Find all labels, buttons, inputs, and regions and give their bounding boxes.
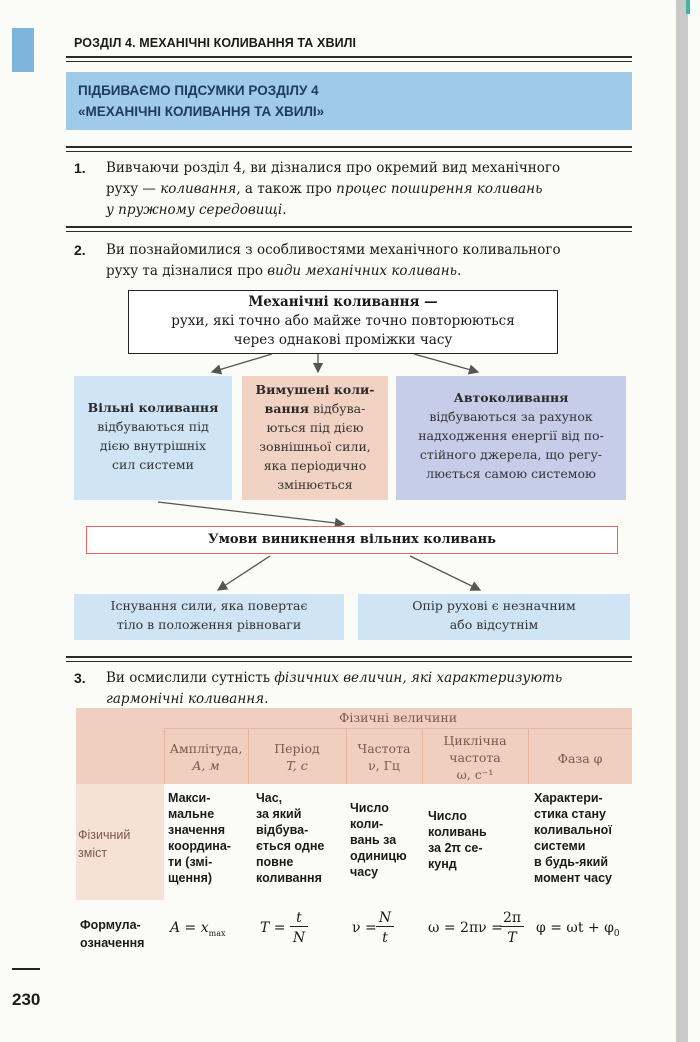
s3-l1-em: фізичних величин, які характеризують [274, 670, 563, 686]
free-oscillations-box [74, 376, 232, 500]
section1-line1: Вивчаючи розділ 4, ви дізналися про окремий вид механічного [106, 160, 561, 176]
col-h3-l1: Циклічна [443, 733, 507, 748]
m1-2: відбува- [256, 823, 309, 837]
page-number: 230 [12, 990, 41, 1009]
section3-line1 [106, 668, 636, 689]
col-header-cyclic-frequency [422, 732, 528, 783]
col-h0-l1: Амплітуда, [169, 741, 243, 756]
m1-0: Час, [256, 791, 283, 805]
definition-title: Механічні коливання — [248, 294, 438, 310]
forced-l3: зовнішньої сили, [259, 439, 371, 454]
row-label-formula [80, 916, 144, 952]
m4-5: момент часу [534, 871, 613, 885]
definition-line2: рухи, які точно або майже точно повторюються [171, 313, 515, 329]
summary-title-line1: ПІДБИВАЄМО ПІДСУМКИ РОЗДІЛУ 4 [78, 83, 319, 98]
m3-0: Число [428, 809, 467, 823]
forced-title1: Вимушені коли- [255, 382, 375, 397]
row-label-meaning [78, 826, 162, 862]
arrow-free-to-conditions [158, 502, 344, 524]
meaning-frequency [350, 800, 422, 880]
m2-3: одиницю [350, 849, 407, 863]
section3-number: 3. [74, 670, 86, 686]
m0-2: значення [168, 823, 226, 837]
m0-0: Макси- [168, 791, 211, 805]
row1-label-l1: Фізичний [78, 828, 131, 842]
row2-label-l1: Формула- [80, 918, 141, 932]
col-h4-l1: Фаза φ [557, 751, 603, 766]
col-header-frequency [346, 740, 422, 774]
auto-l2: надходження енергії від по- [418, 428, 604, 443]
auto-oscillations-box [396, 376, 626, 500]
col-header-period [248, 740, 346, 774]
col-header-amplitude [164, 740, 248, 774]
m1-4: повне [256, 855, 294, 869]
f-phase-sub: 0 [613, 928, 620, 939]
f-amp: A = x [170, 920, 209, 936]
m1-5: коливання [256, 871, 322, 885]
cond1-l2: тіло в положення рівноваги [116, 617, 302, 632]
cond2-l2: або відсутнім [449, 617, 539, 632]
f-phase: φ = ωt + φ [536, 920, 614, 936]
free-l3: сил системи [112, 457, 194, 472]
formula-amplitude [170, 920, 226, 938]
conditions-box: Умови виникнення вільних коливань [86, 526, 618, 554]
arrow-to-cond2 [410, 556, 480, 590]
col-h2-l1: Частота [357, 741, 411, 756]
free-l1: відбуваються під [97, 419, 209, 434]
meaning-phase [534, 790, 632, 886]
arrow-to-cond1 [218, 556, 270, 590]
formula-omega-num: 2π [500, 910, 524, 927]
m1-3: ється одне [256, 839, 325, 853]
auto-l3: стійного джерела, що регу- [419, 447, 603, 462]
chapter-title: РОЗДІЛ 4. МЕХАНІЧНІ КОЛИВАННЯ ТА ХВИЛІ [74, 36, 357, 50]
s3-l2-em: гармонічні коливання [106, 691, 265, 707]
s1-l2-em1: коливання [160, 181, 237, 197]
auto-l4: люється самою системою [426, 466, 596, 481]
s1-l2-start: руху — [106, 181, 161, 197]
formula-omega-lhs: ω = 2πν = [428, 920, 503, 936]
row2-label-l2: означення [80, 936, 145, 950]
forced-oscillations-box [242, 376, 388, 500]
row1-label-l2: зміст [78, 846, 108, 860]
m3-2: за 2π се- [428, 841, 483, 855]
auto-l1: відбуваються за рахунок [429, 409, 593, 424]
table-header-divider [164, 728, 632, 729]
m2-4: часу [350, 865, 379, 879]
col-header-phase [528, 750, 632, 767]
meaning-cyclic-frequency [428, 808, 528, 872]
s1-l3-end: . [282, 202, 287, 218]
forced-title2: вання [264, 401, 309, 416]
forced-l5: змінюється [277, 477, 353, 492]
s1-l2-em2: процес поширення коливань [336, 181, 543, 197]
formula-frequency-num: N [376, 910, 394, 927]
section3-line2 [106, 689, 636, 710]
condition1-box [74, 594, 344, 640]
m0-3: координа- [168, 839, 231, 853]
summary-title-line2: «МЕХАНІЧНІ КОЛИВАННЯ ТА ХВИЛІ» [78, 104, 325, 119]
arrow-to-auto [414, 354, 478, 372]
section3-text [106, 668, 636, 710]
formula-period-den: N [292, 930, 306, 946]
condition2-box [358, 594, 630, 640]
s3-l2-end: . [264, 691, 269, 707]
col-h2-l2: ν, Гц [368, 758, 400, 773]
cond2-l1: Опір рухові є незначним [412, 598, 576, 613]
definition-line3: через однакові проміжки часу [233, 332, 453, 348]
m3-3: кунд [428, 857, 457, 871]
meaning-period [256, 790, 346, 886]
m4-0: Характери- [534, 791, 603, 805]
s2-l2-end: . [456, 263, 462, 279]
m1-1: за який [256, 807, 302, 821]
arrow-to-free [212, 354, 272, 372]
s2-l2-start: руху та дізналися про [106, 263, 268, 279]
formula-phase [536, 920, 620, 939]
formula-frequency-den: t [382, 930, 388, 946]
m4-2: коливальної [534, 823, 612, 837]
section2-line1: Ви познайомилися з особливостями механічного коливального [106, 242, 561, 258]
m0-4: ти (змі- [168, 855, 213, 869]
section3-top-rule [66, 656, 632, 662]
section1-number: 1. [74, 160, 86, 176]
cond1-l1: Існування сили, яка повертає [110, 598, 308, 613]
m2-2: вань за [350, 833, 397, 847]
col-h1-l2: T, с [286, 758, 308, 773]
s3-l1-start: Ви осмислили сутність [106, 670, 275, 686]
m2-0: Число [350, 801, 389, 815]
auto-title: Автоколивання [453, 390, 569, 405]
meaning-amplitude [168, 790, 248, 886]
f-amp-sub: max [208, 928, 226, 938]
formula-omega-den: T [507, 930, 517, 946]
free-title: Вільні коливання [87, 400, 219, 415]
col-h3-l2: частота [449, 750, 501, 765]
free-l2: дією внутрішніх [99, 438, 207, 453]
table-group-header: Фізичні величини [338, 710, 458, 725]
m4-4: в будь-який [534, 855, 609, 869]
m0-5: щення) [168, 871, 213, 885]
formula-period-num: t [290, 910, 308, 927]
page-number-rule [12, 968, 40, 970]
m0-1: мальне [168, 807, 215, 821]
forced-l1: відбува- [309, 401, 366, 416]
m2-1: коли- [350, 817, 384, 831]
formula-frequency-lhs: ν = [352, 920, 377, 936]
s1-l2-mid: , а також про [236, 181, 337, 197]
col-h0-l2: A, м [192, 758, 220, 773]
forced-l2: ються під дією [266, 420, 364, 435]
forced-l4: яка періодично [263, 458, 367, 473]
m4-3: системи [534, 839, 586, 853]
section2-number: 2. [74, 242, 86, 258]
col-h3-l3: ω, с⁻¹ [456, 767, 494, 782]
m4-1: стика стану [534, 807, 606, 821]
formula-period-lhs: T = [260, 920, 286, 936]
m3-1: коливань [428, 825, 487, 839]
s2-l2-em: види механічних коливань [267, 263, 457, 279]
col-h1-l1: Період [274, 741, 320, 756]
s1-l3-em: у пружному середовищі [106, 202, 283, 218]
